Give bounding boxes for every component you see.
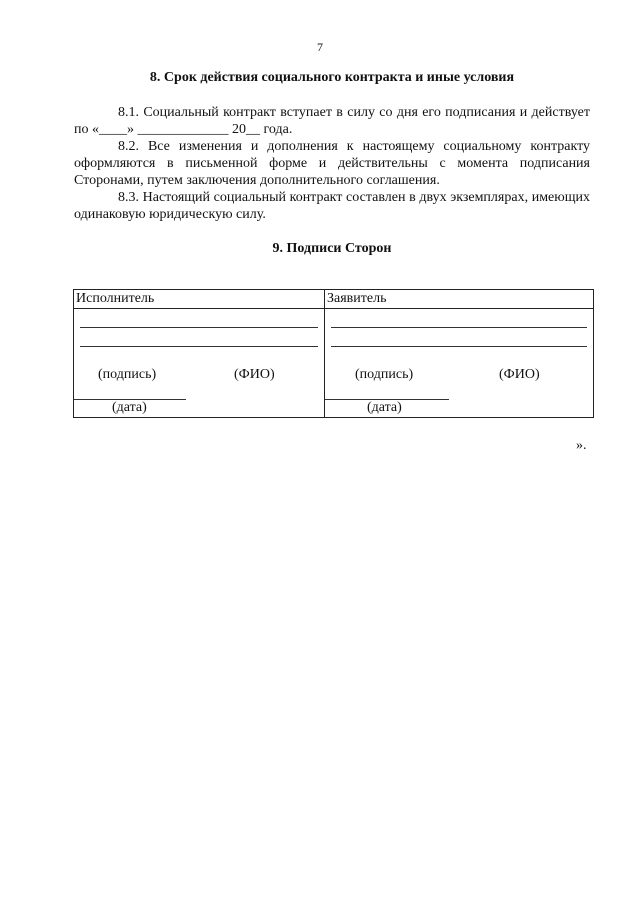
section-8-clauses: [74, 104, 590, 223]
applicant-signature-label: (подпись): [355, 367, 414, 382]
executor-header: Исполнитель: [74, 290, 324, 309]
executor-date-label: (дата): [112, 400, 147, 415]
executor-blank-line-2: [80, 346, 318, 347]
section-9-heading: 9. Подписи Сторон: [272, 241, 392, 256]
executor-column: [74, 290, 325, 417]
applicant-blank-line-2: [331, 346, 587, 347]
executor-signature-label: (подпись): [98, 367, 157, 382]
page-number: 7: [317, 40, 323, 54]
clause-8-3: 8.3. Настоящий социальный контракт составлен в двух экземплярах, имеющих одинаковую юридическую силу.: [74, 190, 590, 222]
clause-8-2: 8.2. Все изменения и дополнения к настоящему социальному контракту оформляются в письменной форме и действительны с момента подписания Сторонами, путем заключения дополнительного соглашения.: [74, 139, 590, 188]
applicant-header: Заявитель: [325, 290, 593, 309]
closing-quote-mark: ».: [576, 438, 587, 453]
applicant-fio-label: (ФИО): [499, 367, 540, 382]
applicant-date-label: (дата): [367, 400, 402, 415]
executor-blank-line-1: [80, 327, 318, 328]
clause-8-1: 8.1. Социальный контракт вступает в силу со дня его подписания и действует по «____» _____________ 20__ года.: [74, 105, 590, 137]
section-8-heading: 8. Срок действия социального контракта и иные условия: [149, 70, 515, 85]
applicant-blank-line-1: [331, 327, 587, 328]
executor-fio-label: (ФИО): [234, 367, 275, 382]
signature-table: [73, 289, 594, 418]
applicant-column: [325, 290, 593, 417]
